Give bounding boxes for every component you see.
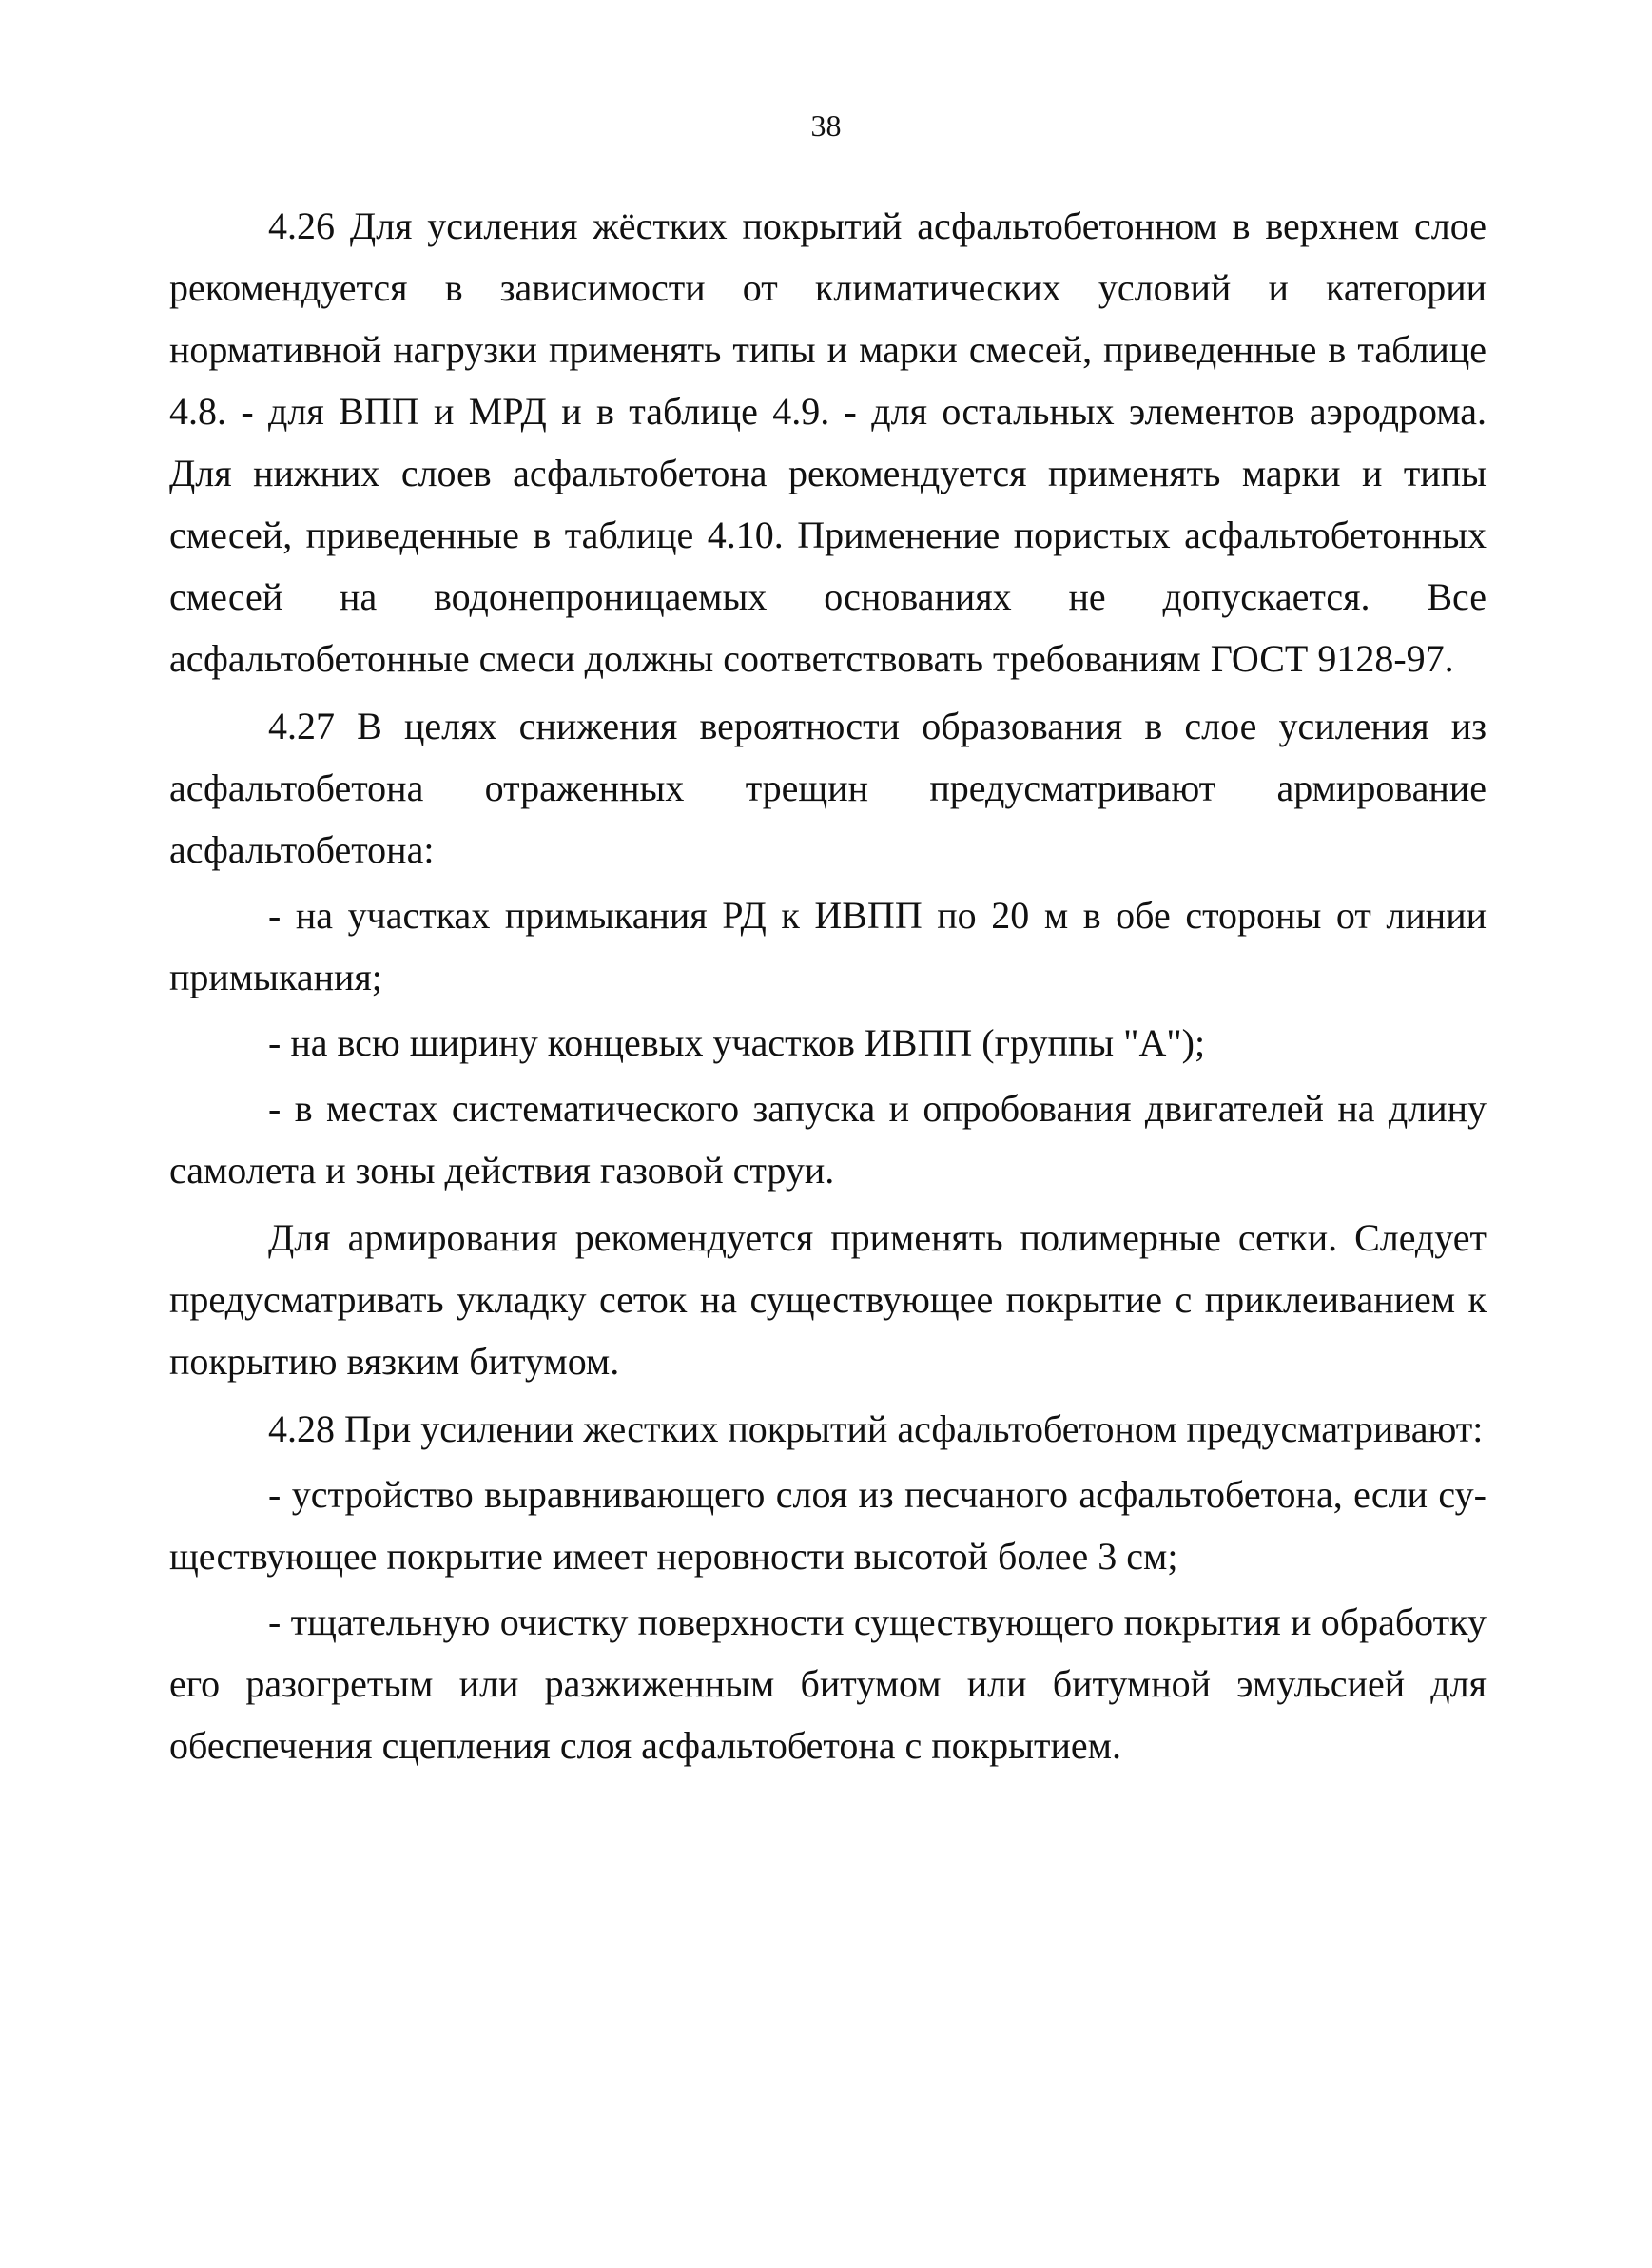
page-number: 38 [810, 108, 842, 143]
list-item: - тщательную очистку поверхности существующего покрытия и обработку его разогретым или разжиженным битумом или битумной эмульсией для обеспечения сцепления слоя асфальтобетона с покрытием. [169, 1600, 1487, 1767]
paragraph-reinforcement: Для армирования рекомендуется применять полимерные сетки. Следует предусматривать укладку сеток на существующее покрытие с приклеиванием к покрытию вязким битумом. [169, 1216, 1487, 1383]
paragraph-4-28: 4.28 При усилении жестких покрытий асфальтобетоном предусматривают: [268, 1407, 1484, 1450]
list-item: - устройство выравнивающего слоя из песчаного асфальтобетона, если существующее покрытие имеет неровности высотой более 3 см; [169, 1473, 1487, 1578]
list-item: - на участках примыкания РД к ИВПП по 20 м в обе стороны от линии примыкания; [169, 894, 1487, 998]
list-item: - на всю ширину концевых участков ИВПП (группы "А"); [268, 1021, 1206, 1064]
list-item: - в местах систематического запуска и опробования двигателей на длину самолета и зоны действия газовой струи. [169, 1087, 1487, 1192]
document-body [169, 195, 1487, 1780]
paragraph-4-27: 4.27 В целях снижения вероятности образования в слое усиления из асфальтобетона отраженных трещин предусматривают армирование асфальтобетона: [169, 705, 1487, 871]
paragraph-4-26: 4.26 Для усиления жёстких покрытий асфальтобетонном в верхнем слое рекомендуется в зависимости от климатических условий и категории нормативной нагрузки применять типы и марки смесей, приведенные в таблице 4.8. - для ВПП и МРД и в таблице 4.9. - для остальных элементов аэродрома. Для нижних слоев асфальтобетона рекомендуется применять марки и типы смесей, приведенные в таблице 4.10. Применение пористых асфальтобетонных смесей на водонепроницаемых основаниях не допускается. Все асфальтобетонные смеси должны соответствовать требованиям ГОСТ 9128-97. [169, 204, 1487, 680]
